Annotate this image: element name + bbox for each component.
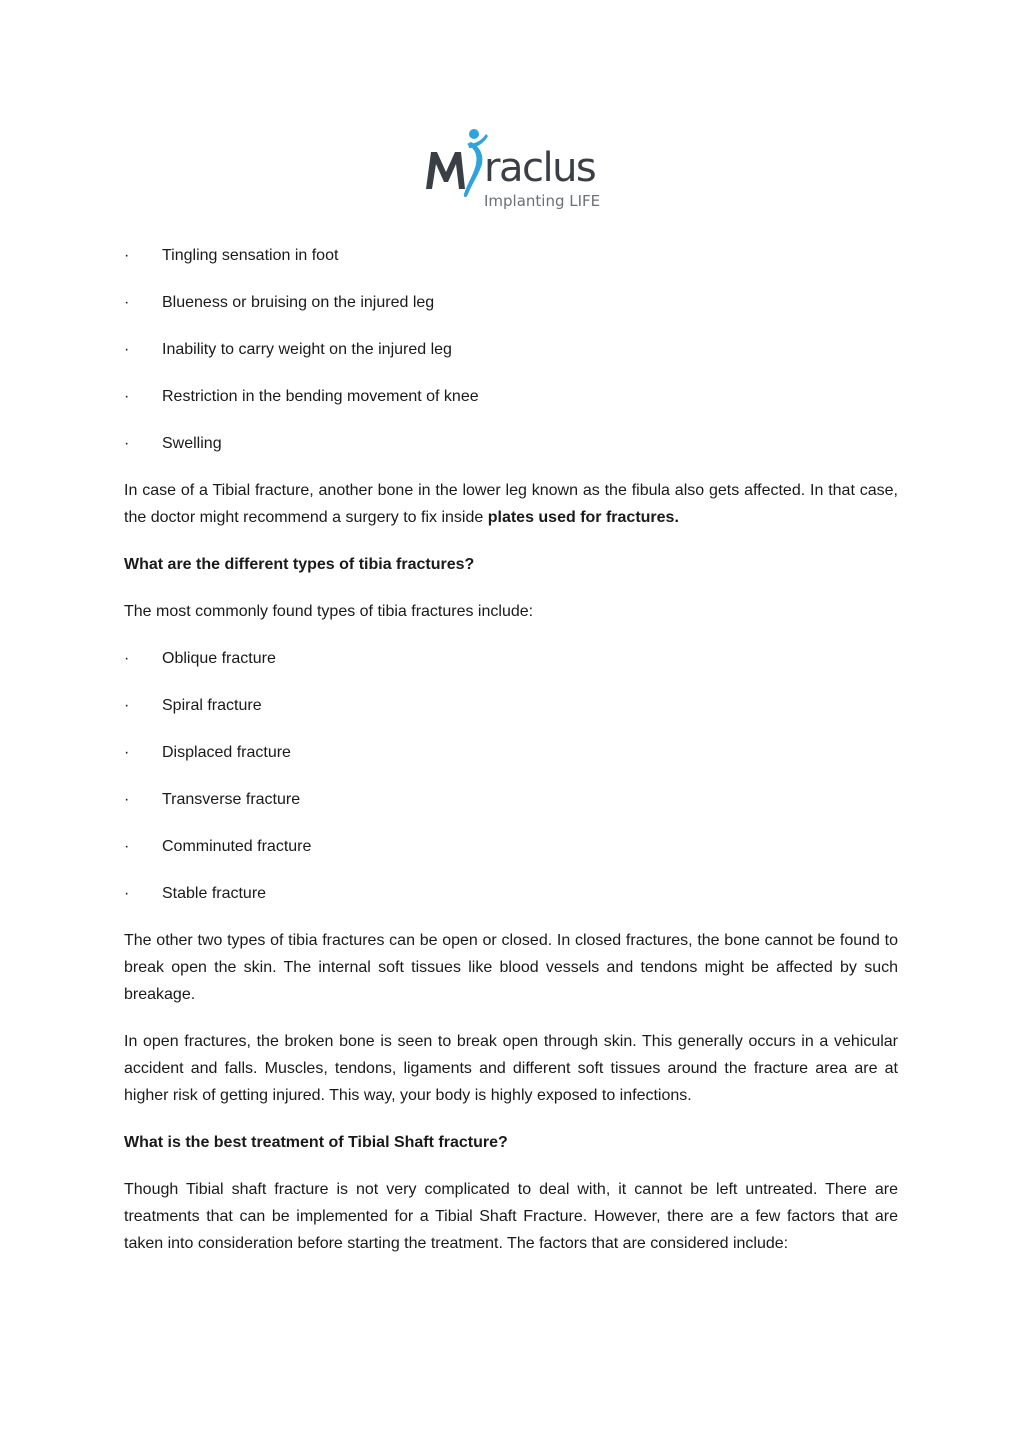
list-item-text: Restriction in the bending movement of knee xyxy=(162,388,479,405)
types-intro: The most commonly found types of tibia fractures include: xyxy=(124,603,534,620)
treatment-heading: What is the best treatment of Tibial Shaft fracture? xyxy=(124,1134,508,1151)
list-item-text: Transverse fracture xyxy=(162,791,301,808)
bullet-dot: · xyxy=(124,744,130,761)
bullet-dot: · xyxy=(124,294,130,311)
bullet-dot: · xyxy=(124,697,130,714)
plates-link-text: plates used for fractures. xyxy=(487,509,679,526)
list-item-text: Displaced fracture xyxy=(162,744,291,761)
list-item xyxy=(124,336,898,363)
fibula-paragraph xyxy=(124,477,898,531)
types-heading: What are the different types of tibia fractures? xyxy=(124,556,475,573)
list-item xyxy=(124,880,898,907)
list-item xyxy=(124,430,898,457)
list-item-text: Blueness or bruising on the injured leg xyxy=(162,294,435,311)
bullet-dot: · xyxy=(124,341,130,358)
bullet-dot: · xyxy=(124,650,130,667)
list-item-text: Spiral fracture xyxy=(162,697,262,714)
list-item-text: Swelling xyxy=(162,435,222,452)
symptom-list xyxy=(124,242,898,457)
list-item-text: Oblique fracture xyxy=(162,650,276,667)
list-item xyxy=(124,786,898,813)
list-item xyxy=(124,692,898,719)
list-item-text: Inability to carry weight on the injured leg xyxy=(162,341,452,358)
bullet-dot: · xyxy=(124,791,130,808)
list-item-text: Comminuted fracture xyxy=(162,838,312,855)
list-item xyxy=(124,833,898,860)
list-item xyxy=(124,289,898,316)
bullet-dot: · xyxy=(124,885,130,902)
document-body xyxy=(124,242,898,1277)
open-fracture-paragraph: In open fractures, the broken bone is seen to break open through skin. This generally occurs in a vehicular accident and falls. Muscles, tendons, ligaments and different soft tissues around the fracture area are at higher risk of getting injured. This way, your body is highly exposed to infections. xyxy=(124,1033,898,1104)
logo-wordmark-tail: raclus xyxy=(484,145,596,191)
logo-tagline: Implanting LIFE xyxy=(484,192,601,210)
closed-fracture-paragraph: The other two types of tibia fractures can be open or closed. In closed fractures, the bone cannot be found to break open the skin. The internal soft tissues like blood vessels and tendons might be affected by such breakage. xyxy=(124,932,898,1003)
list-item-text: Tingling sensation in foot xyxy=(162,247,339,264)
logo-wordmark-visible xyxy=(484,146,595,190)
treatment-paragraph: Though Tibial shaft fracture is not very complicated to deal with, it cannot be left untreated. There are treatments that can be implemented for a Tibial Shaft Fracture. However, there are a few factors that are taken into consideration before starting the treatment. The factors that are considered include: xyxy=(124,1181,898,1252)
list-item xyxy=(124,242,898,269)
miraclus-logo xyxy=(422,124,604,216)
bullet-dot: · xyxy=(124,388,130,405)
fibula-paragraph-text: In case of a Tibial fracture, another bone in the lower leg known as the fibula also gets affected. In that case, the doctor might recommend a surgery to fix inside xyxy=(124,482,898,526)
fracture-type-list xyxy=(124,645,898,907)
list-item xyxy=(124,383,898,410)
bullet-dot: · xyxy=(124,247,130,264)
list-item xyxy=(124,739,898,766)
list-item-text: Stable fracture xyxy=(162,885,267,902)
list-item xyxy=(124,645,898,672)
bullet-dot: · xyxy=(124,838,130,855)
bullet-dot: · xyxy=(124,435,130,452)
